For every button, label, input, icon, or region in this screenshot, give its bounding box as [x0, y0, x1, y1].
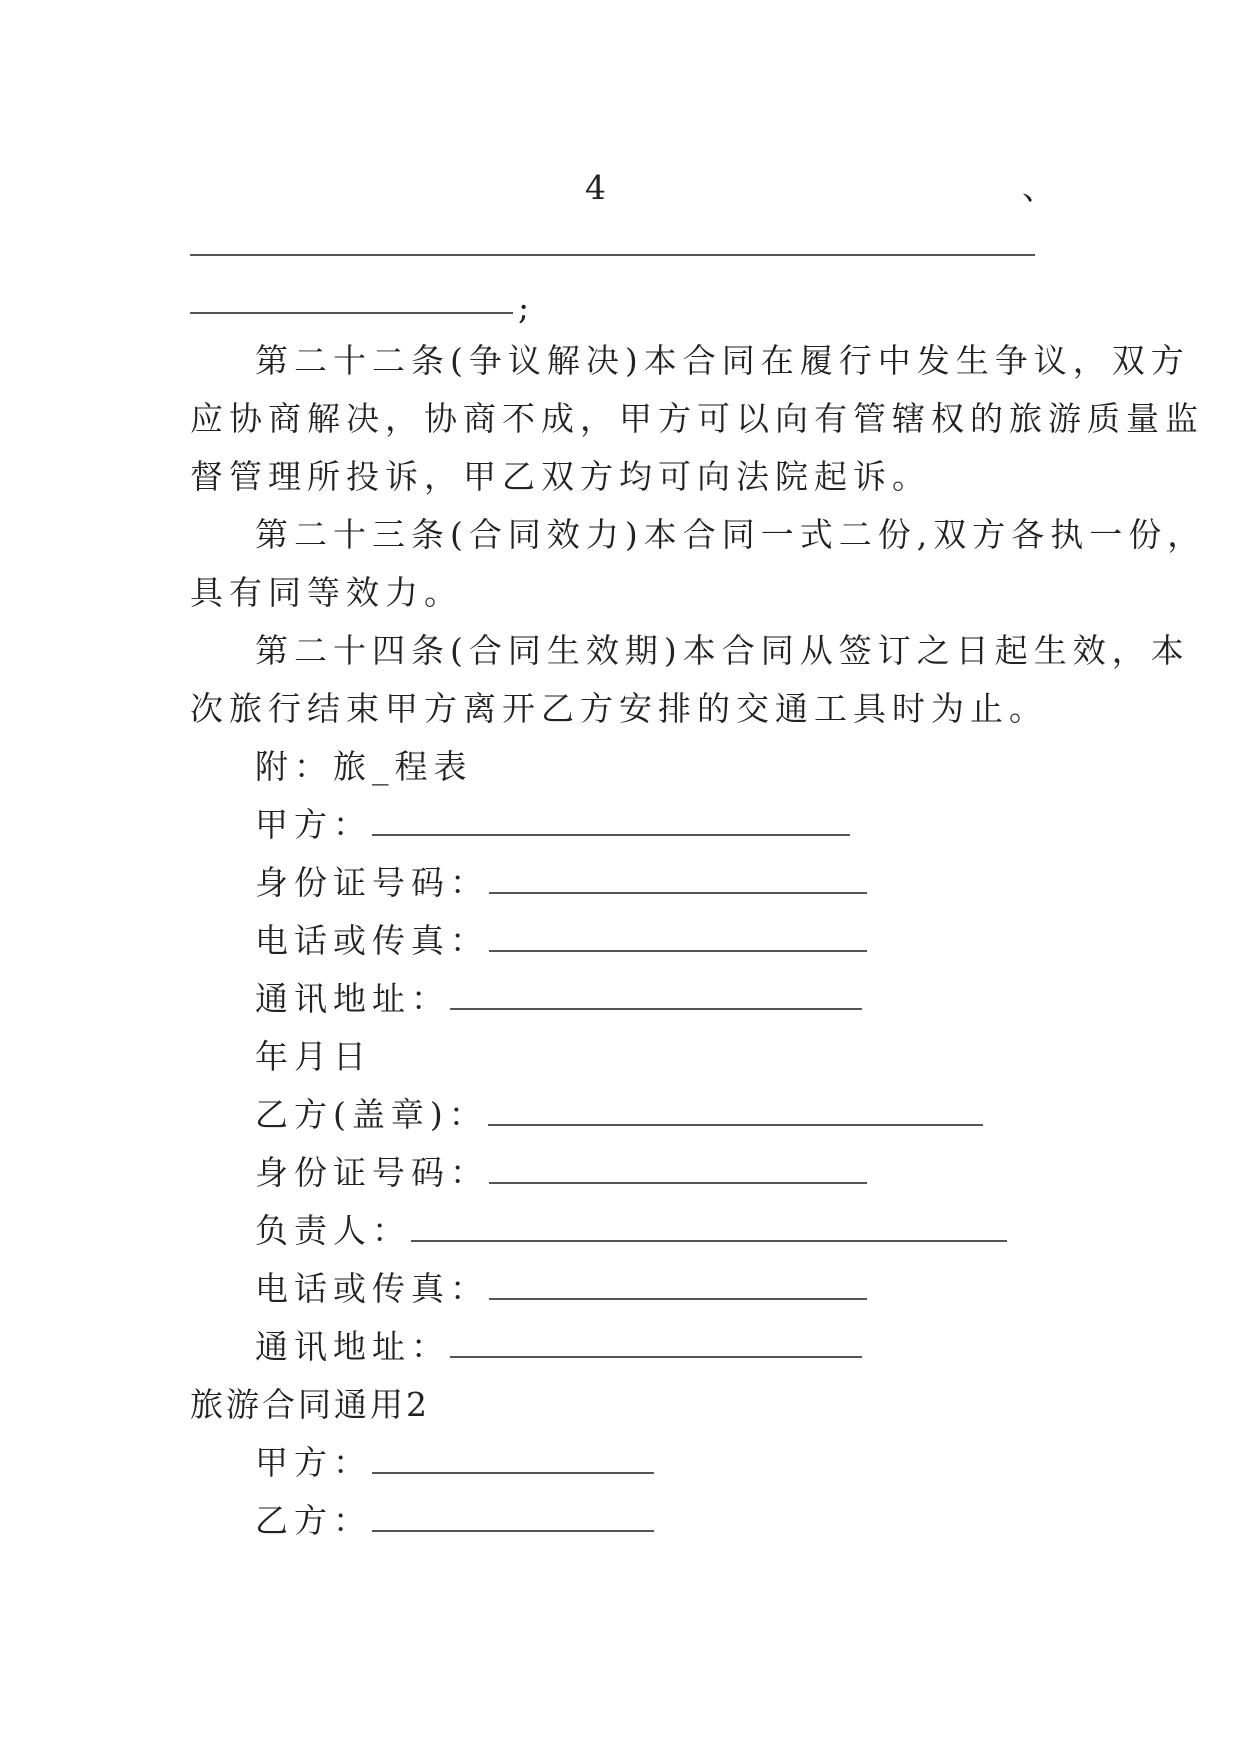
party-a-label: 甲方：: [255, 805, 372, 844]
party-b-row: [255, 1095, 983, 1135]
phone-fax-blank: [489, 924, 867, 952]
party-b-label: 乙方：: [255, 1501, 372, 1540]
id-number-label: 身份证号码：: [255, 863, 489, 902]
phone-fax-blank: [489, 1272, 867, 1300]
party-a-label: 甲方：: [255, 1443, 372, 1482]
responsible-blank: [411, 1214, 1007, 1242]
article-22-line: 应协商解决，协商不成，甲方可以向有管辖权的旅游质量监: [190, 399, 1204, 438]
address-label: 通讯地址：: [255, 1327, 450, 1366]
responsible-label: 负责人：: [255, 1211, 411, 1250]
article-24-line: 第二十四条(合同生效期)本合同从签订之日起生效，本: [255, 631, 1190, 670]
party-a-phone-row: [255, 921, 867, 961]
article-24-line: 次旅行结束甲方离开乙方安排的交通工具时为止。: [190, 689, 1048, 728]
id-number-label: 身份证号码：: [255, 1153, 489, 1192]
article-23-line: 第二十三条(合同效力)本合同一式二份,双方各执一份，: [255, 515, 1207, 554]
phone-fax-label: 电话或传真：: [255, 1269, 489, 1308]
party-b-phone-row: [255, 1269, 867, 1309]
section2-party-b-row: [255, 1501, 654, 1541]
section2-party-a-row: [255, 1443, 654, 1483]
id-number-blank: [489, 1156, 867, 1184]
address-blank: [450, 1330, 862, 1358]
responsible-row: [255, 1211, 1007, 1251]
phone-fax-label: 电话或传真：: [255, 921, 489, 960]
party-b-id-row: [255, 1153, 867, 1193]
party-b-label: 乙方(盖章)：: [255, 1095, 488, 1134]
party-a-row: [255, 805, 850, 845]
article-22-line: 督管理所投诉，甲乙双方均可向法院起诉。: [190, 457, 931, 496]
party-b-blank: [372, 1504, 654, 1532]
attachment-note: 附：旅_程表: [255, 747, 473, 786]
party-a-blank: [372, 808, 850, 836]
blank-line: [190, 254, 1035, 256]
address-label: 通讯地址：: [255, 979, 450, 1018]
party-b-address-row: [255, 1327, 862, 1367]
semicolon: ;: [518, 288, 536, 327]
blank-line: [190, 312, 513, 314]
id-number-blank: [489, 866, 867, 894]
article-23-line: 具有同等效力。: [190, 573, 463, 612]
item-number: 4: [585, 168, 612, 207]
party-a-id-row: [255, 863, 867, 903]
article-22-line: 第二十二条(争议解决)本合同在履行中发生争议，双方: [255, 341, 1190, 380]
party-a-address-row: [255, 979, 862, 1019]
party-b-blank: [488, 1098, 983, 1126]
date-label: 年月日: [255, 1037, 372, 1076]
item-mark: 、: [1022, 168, 1061, 207]
section-title: 旅游合同通用2: [190, 1385, 430, 1424]
party-a-blank: [372, 1446, 654, 1474]
address-blank: [450, 982, 862, 1010]
